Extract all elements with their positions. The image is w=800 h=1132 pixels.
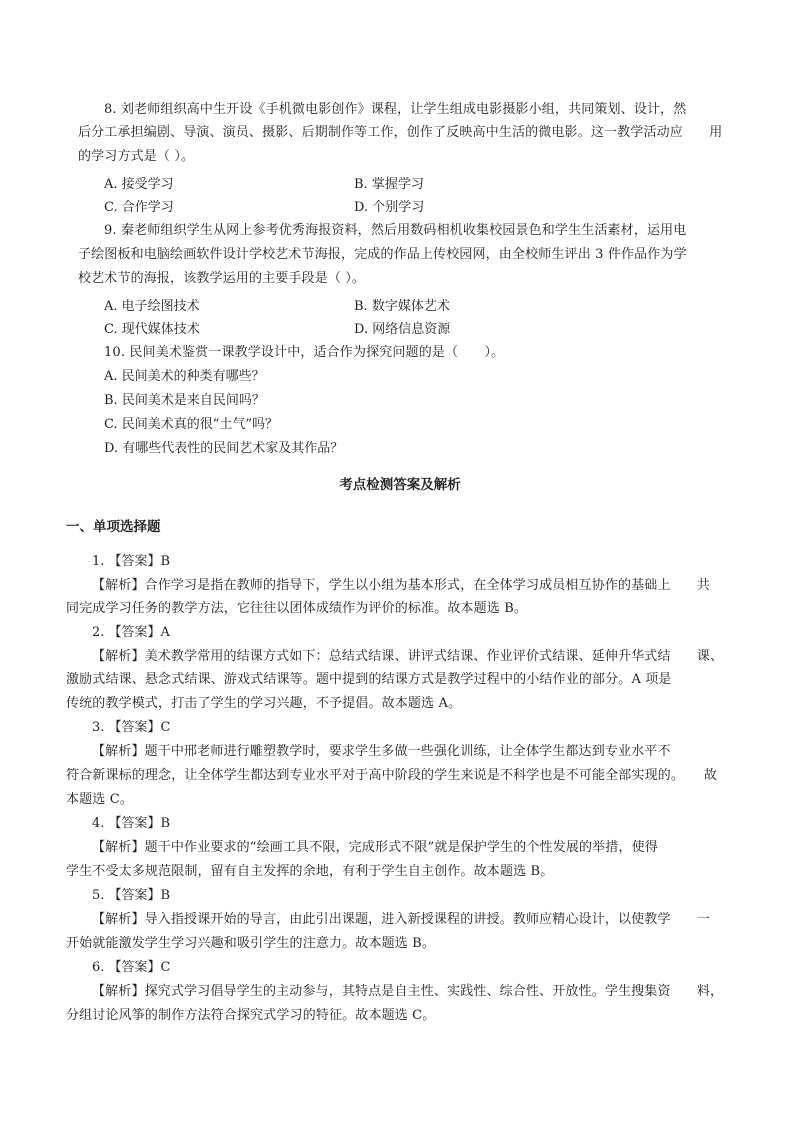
q8-stem-line-2: 后分工承担编剧、导演、演员、摄影、后期制作等工作，创作了反映高中生活的微电影。这一教学活动应 用 [78, 125, 723, 140]
q9-stem-line-3: 校艺术节的海报，该教学运用的主要手段是（ ）。 [78, 271, 366, 286]
q10-option-a: A. 民间美术的种类有哪些？ [104, 369, 265, 384]
answers-section-title: 考点检测答案及解析 [339, 477, 461, 493]
q10-option-b: B. 民间美术是来自民间吗？ [104, 393, 265, 408]
answer-5-explanation-line-1: 【解析】导入指授课开始的导言，由此引出课题，进入新授课程的讲授。教师应精心设计，以使教学 一 [92, 912, 711, 927]
answer-6-label: 6. 【答案】C [92, 960, 171, 975]
q10-stem: 10. 民间美术鉴赏一课教学设计中，适合作为探究问题的是（ ）。 [104, 345, 505, 360]
answers-heading-single-choice: 一、单项选择题 [66, 519, 161, 535]
answer-3-explanation-line-1: 【解析】题干中邢老师进行雕塑教学时，要求学生多做一些强化训练，让全体学生都达到专业水平不 [92, 744, 671, 759]
q8-stem-line-1: 8. 刘老师组织高中生开设《手机微电影创作》课程，让学生组成电影摄影小组，共同策划、设计，然 [104, 102, 687, 117]
q9-option-a: A. 电子绘图技术 [104, 299, 200, 314]
answer-2-explanation-line-3: 传统的教学模式，打击了学生的学习兴趣，不予提倡。故本题选 A。 [66, 696, 462, 711]
q8-option-c: C. 合作学习 [104, 200, 174, 215]
q10-option-d: D. 有哪些代表性的民间艺术家及其作品？ [104, 441, 344, 456]
q9-option-c: C. 现代媒体技术 [104, 322, 200, 337]
answer-2-label: 2. 【答案】A [92, 625, 170, 640]
answer-4-explanation-line-1: 【解析】题干中作业要求的“绘画工具不限，完成形式不限”就是保护学生的个性发展的举措，使得 [92, 840, 658, 855]
q8-stem-line-3: 的学习方式是（ ）。 [78, 149, 195, 164]
answer-6-explanation-line-1: 【解析】探究式学习倡导学生的主动参与，其特点是自主性、实践性、综合性、开放性。学生搜集资 料， [92, 984, 724, 999]
q8-option-b: B. 掌握学习 [354, 177, 424, 192]
answer-6-explanation-line-2: 分组讨论风筝的制作方法符合探究式学习的特征。故本题选 C。 [66, 1008, 436, 1023]
q8-option-d: D. 个别学习 [354, 200, 425, 215]
answer-2-explanation-line-2: 激励式结课、悬念式结课、游戏式结课等。题中提到的结课方式是教学过程中的小结作业的部分。A 项是 [66, 672, 672, 687]
answer-4-label: 4. 【答案】B [92, 816, 171, 831]
q9-stem-line-2: 子绘图板和电脑绘画软件设计学校艺术节海报，完成的作品上传校园网，由全校师生评出 3 件作品作为学 [78, 247, 687, 262]
q9-stem-line-1: 9. 秦老师组织学生从网上参考优秀海报资料，然后用数码相机收集校园景色和学生生活素材，运用电 [104, 223, 687, 238]
answer-2-explanation-line-1: 【解析】美术教学常用的结课方式如下：总结式结课、讲评式结课、作业评价式结课、延伸升华式结 课、 [92, 649, 724, 664]
q9-option-b: B. 数字媒体艺术 [354, 299, 450, 314]
answer-3-explanation-line-3: 本题选 C。 [66, 792, 133, 807]
answer-5-label: 5. 【答案】B [92, 888, 171, 903]
q8-option-a: A. 接受学习 [104, 177, 174, 192]
q9-option-d: D. 网络信息资源 [354, 322, 451, 337]
answer-3-explanation-line-2: 符合新课标的理念，让全体学生都达到专业水平对于高中阶段的学生来说是不科学也是不可能全部实现的。 故 [66, 768, 718, 783]
q10-option-c: C. 民间美术真的很“土气”吗？ [104, 417, 279, 432]
answer-5-explanation-line-2: 开始就能激发学生学习兴趣和吸引学生的注意力。故本题选 B。 [66, 936, 436, 951]
answer-3-label: 3. 【答案】C [92, 720, 171, 735]
answer-1-explanation-line-1: 【解析】合作学习是指在教师的指导下，学生以小组为基本形式，在全体学习成员相互协作的基础上 共 [92, 578, 711, 593]
answer-1-explanation-line-2: 同完成学习任务的教学方法，它往往以团体成绩作为评价的标准。故本题选 B。 [66, 601, 528, 616]
answer-4-explanation-line-2: 学生不受太多规范限制，留有自主发挥的余地，有利于学生自主创作。故本题选 B。 [66, 864, 554, 879]
answer-1-label: 1. 【答案】B [92, 554, 171, 569]
